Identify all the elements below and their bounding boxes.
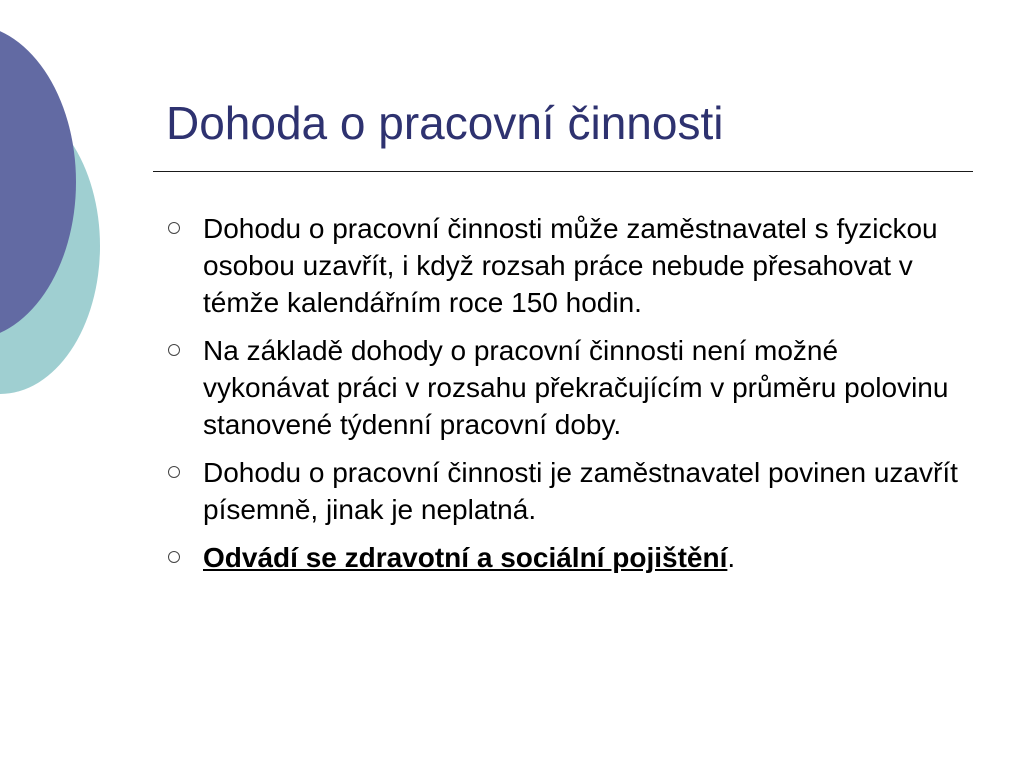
bullet-circle-icon	[168, 222, 180, 234]
bullet-item	[166, 539, 966, 576]
bullet-circle-icon	[168, 551, 180, 563]
title-divider	[153, 171, 973, 172]
bullet-suffix: .	[727, 542, 736, 573]
bullet-emphasis: Odvádí se zdravotní a sociální pojištění	[203, 542, 728, 573]
bullet-text: Na základě dohody o pracovní činnosti není možné vykonávat práci v rozsahu překračujícím v průměru polovinu stanovené týdenní pracovní doby.	[203, 335, 949, 440]
bullet-circle-icon	[168, 344, 180, 356]
bullet-item	[166, 454, 966, 528]
bullet-item	[166, 210, 966, 321]
bullet-text	[203, 539, 966, 576]
bullet-circle-icon	[168, 466, 180, 478]
bullet-item	[166, 332, 966, 443]
bullet-text: Dohodu o pracovní činnosti může zaměstnavatel s fyzickou osobou uzavřít, i když rozsah práce nebude přesahovat v témže kalendářním roce 150 hodin.	[203, 213, 938, 318]
slide-title: Dohoda o pracovní činnosti	[166, 97, 724, 149]
bullet-text: Dohodu o pracovní činnosti je zaměstnavatel povinen uzavřít písemně, jinak je neplatná.	[203, 457, 958, 525]
bullet-list	[166, 210, 966, 587]
